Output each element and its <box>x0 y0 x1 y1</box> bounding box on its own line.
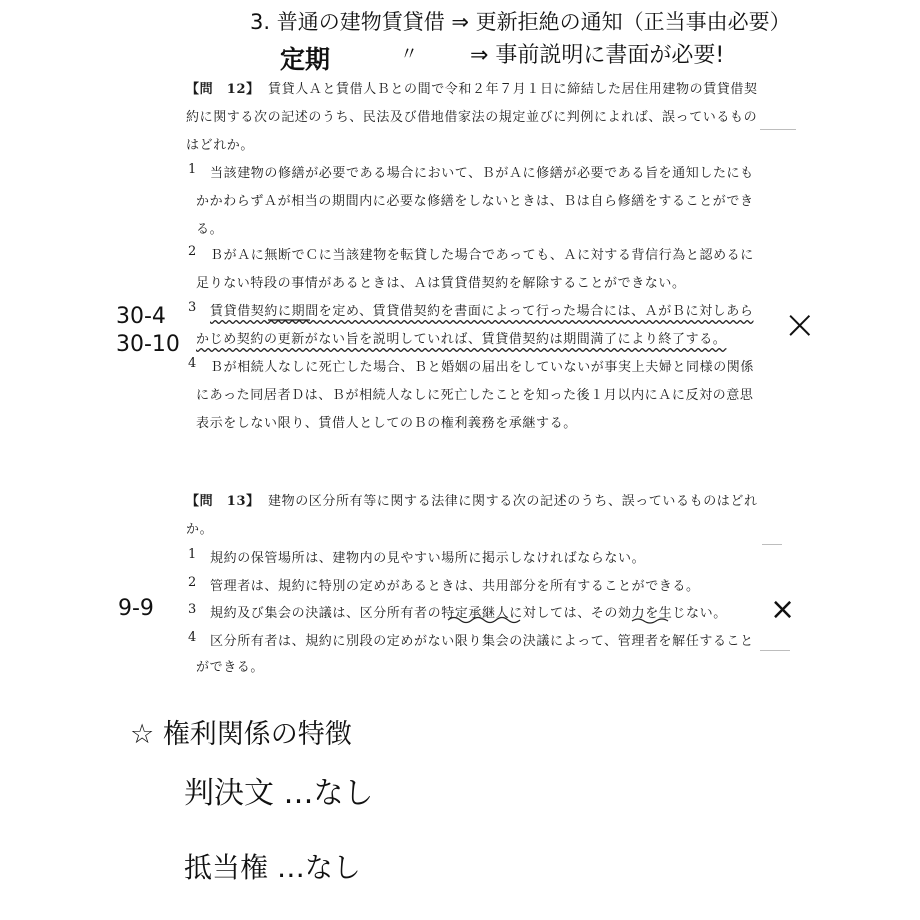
q13-option1-number: 1 <box>188 547 197 562</box>
q12-option4-line1: Ｂが相続人なしに死亡した場合、Ｂと婚姻の届出をしていないが事実上夫婦と同様の関係 <box>210 360 755 375</box>
q12-option4-line2: にあった同居者Ｄは、Ｂが相続人なしに死亡したことを知った後１月以内にＡに反対の意思 <box>196 388 754 403</box>
q13-option4-number: 4 <box>188 630 197 645</box>
handwritten-ref-9-9: 9-9 <box>118 596 154 621</box>
q13-option4-line1: 区分所有者は、規約に別段の定めがない限り集会の決議によって、管理者を解任すること <box>210 634 754 649</box>
q12-option1-number: 1 <box>188 162 197 177</box>
q12-option3-line2: かじめ契約の更新がない旨を説明していれば、賃貸借契約は期間満了により終了する。 <box>196 332 727 347</box>
handwritten-footer-title: ☆ 権利関係の特徴 <box>130 719 352 750</box>
q12-option4-line3: 表示をしない限り、賃借人としてのＢの権利義務を承継する。 <box>196 416 577 431</box>
q13-option3-number: 3 <box>188 602 197 617</box>
q13-stem-line2: か。 <box>186 522 214 537</box>
q12-option2-line1: ＢがＡに無断でＣに当該建物を転貸した場合であっても、Ａに対する背信行為と認めるに <box>210 248 754 263</box>
q12-option1-line1: 当該建物の修繕が必要である場合において、ＢがＡに修繕が必要である旨を通知したにも <box>210 166 754 181</box>
handwritten-note-teiki: 定期 <box>280 45 331 74</box>
q12-stem-line2: 約に関する次の記述のうち、民法及び借地借家法の規定並びに判例によれば、誤っているもの <box>186 110 758 125</box>
q12-option2-line2: 足りない特段の事情があるときは、Ａは賃貸借契約を解除することができない。 <box>196 276 686 291</box>
handwritten-ditto-mark: 〃 <box>400 44 418 65</box>
handwritten-note-line2: ⇒ 事前説明に書面が必要! <box>470 43 725 68</box>
q12-option1-line3: る。 <box>196 222 224 237</box>
q13-option3-line1: 規約及び集会の決議は、区分所有者の特定承継人に対しては、その効力を生じない。 <box>210 606 727 621</box>
q12-header: 【問 12】 <box>186 82 260 97</box>
q13-option1-line1: 規約の保管場所は、建物内の見やすい場所に掲示しなければならない。 <box>210 551 646 566</box>
handwritten-ref-30-10: 30-10 <box>116 332 180 357</box>
handwritten-x-mark-q12: × <box>783 302 817 348</box>
q12-option1-line2: かかわらずＡが相当の期間内に必要な修繕をしないときは、Ｂは自ら修繕をすることができ <box>196 194 754 209</box>
handwritten-note-line1: 3. 普通の建物賃貸借 ⇒ 更新拒絶の通知（正当事由必要） <box>250 10 791 34</box>
q12-option4-number: 4 <box>188 356 197 371</box>
q13-underline-effect <box>632 619 668 623</box>
q13-stem-line1: 建物の区分所有等に関する法律に関する次の記述のうち、誤っているものはどれ <box>268 494 758 509</box>
q12-option3-number: 3 <box>188 300 197 315</box>
q12-stem-line1: 賃貸人Ａと賃借人Ｂとの間で令和２年７月１日に締結した居住用建物の賃貸借契 <box>268 82 758 97</box>
q13-option4-line2: ができる。 <box>196 660 265 675</box>
q13-header: 【問 13】 <box>186 494 260 509</box>
q12-option3-line1: 賃貸借契約に期間を定め、賃貸借契約を書面によって行った場合には、ＡがＢに対しあら <box>210 304 754 319</box>
q13-option2-number: 2 <box>188 575 197 590</box>
q13-option2-line1: 管理者は、規約に特別の定めがあるときは、共用部分を所有することができる。 <box>210 579 700 594</box>
handwritten-x-mark-q13: × <box>770 592 796 627</box>
q13-wavy-underline <box>448 618 520 623</box>
q12-option2-number: 2 <box>188 244 197 259</box>
handwritten-footer-item1: 判決文 …なし <box>184 776 374 811</box>
handwritten-footer-item2: 抵当権 …なし <box>184 851 361 884</box>
handwritten-ref-30-4: 30-4 <box>116 304 166 329</box>
q12-stem-line3: はどれか。 <box>186 138 255 153</box>
